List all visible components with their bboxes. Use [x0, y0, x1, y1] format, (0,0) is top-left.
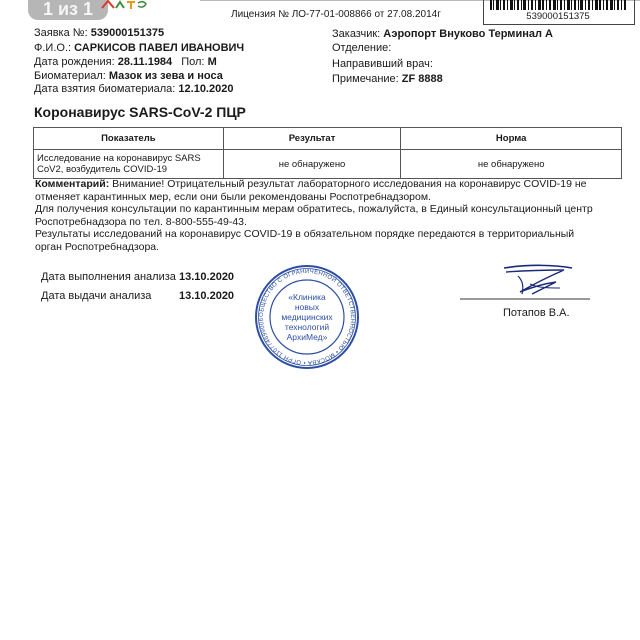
- customer-row: [332, 28, 553, 40]
- note-row: [332, 73, 443, 85]
- clinic-stamp: [254, 264, 360, 370]
- comment-line: Результаты исследований на коронавирус COVID-19 в обязательном порядке передаются в территориальный: [35, 228, 575, 241]
- dob-value: 28.11.1984: [117, 56, 173, 68]
- issued-date: 13.10.2020: [179, 290, 235, 302]
- comment-text: Внимание! Отрицательный результат лабораторного исследования на коронавирус COVID-19 не: [112, 178, 587, 190]
- note-value: ZF 8888: [401, 73, 443, 85]
- collection-row: [34, 83, 233, 95]
- test-title: Коронавирус SARS-CoV-2 ПЦР: [34, 104, 246, 120]
- completed-label: Дата выполнения анализа: [41, 271, 176, 283]
- comment-label: Комментарий:: [35, 178, 110, 190]
- collection-label: Дата взятия биоматериала:: [34, 83, 176, 95]
- stamp-text-line: медицинских: [281, 312, 333, 322]
- barcode: [490, 0, 626, 10]
- comment-line: Для получения консультации по карантинным мерам обратитесь, пожалуйста, в Единый консультационный центр: [35, 203, 593, 216]
- table-header-row: [34, 128, 622, 150]
- collection-value: 12.10.2020: [178, 83, 234, 95]
- result-cell: не обнаружено: [223, 150, 401, 179]
- note-label: Примечание:: [332, 73, 399, 85]
- biomaterial-label: Биоматериал:: [34, 70, 106, 82]
- table-row: [34, 150, 622, 179]
- stamp-text-line: новых: [294, 302, 320, 312]
- sex-value: М: [207, 56, 217, 68]
- order-number: 539000151375: [90, 27, 165, 39]
- customer-value: Аэропорт Внуково Терминал А: [383, 28, 553, 40]
- indicator-cell: Исследование на коронавирус SARS CoV2, возбудитель COVID-19: [34, 150, 224, 179]
- customer-label: Заказчик:: [332, 28, 381, 40]
- dob-row: [34, 56, 217, 68]
- sex-label: Пол:: [181, 56, 205, 68]
- column-header: Норма: [401, 128, 622, 150]
- clinic-logo-fragment: [100, 0, 148, 10]
- comment-line: Роспотребнадзора по тел. 8-800-555-49-43.: [35, 215, 247, 228]
- order-label: Заявка №:: [34, 27, 88, 39]
- license-text: Лицензия № ЛО-77-01-008866 от 27.08.2014г: [231, 9, 441, 20]
- name-label: Ф.И.О.:: [34, 42, 72, 54]
- biomaterial-row: [34, 70, 223, 82]
- name-row: [34, 42, 244, 54]
- doctor-signature: [460, 262, 590, 306]
- comments-block: [35, 178, 615, 254]
- biomaterial-value: Мазок из зева и носа: [108, 70, 223, 82]
- barcode-number: 539000151375: [526, 11, 590, 22]
- comment-line: [35, 178, 615, 191]
- comment-line: орган Роспотребнадзора.: [35, 240, 160, 253]
- stamp-text-line: АрхиМед»: [286, 332, 328, 342]
- stamp-text-line: «Клиника: [288, 292, 326, 302]
- stamp-ring-text: ОБЩЕСТВО С ОГРАНИЧЕННОЙ ОТВЕТСТВЕННОСТЬЮ • МОСКВА • ОГРН 110774699006: [258, 268, 356, 366]
- results-table: [33, 127, 622, 179]
- page-indicator-badge: 1 из 1: [28, 0, 108, 20]
- column-header: Результат: [223, 128, 401, 150]
- column-header: Показатель: [34, 128, 224, 150]
- comment-line: отменяет карантинных мер, если они были рекомендованы Роспотребнадзором.: [35, 190, 431, 203]
- patient-name: САРКИСОВ ПАВЕЛ ИВАНОВИЧ: [74, 42, 245, 54]
- stamp-text-line: технологий: [284, 322, 330, 332]
- doctor-label: Направивший врач:: [332, 58, 433, 70]
- department-label: Отделение:: [332, 42, 392, 54]
- completed-date: 13.10.2020: [179, 271, 235, 283]
- dob-label: Дата рождения:: [34, 56, 115, 68]
- doctor-name: Потапов В.А.: [503, 307, 570, 319]
- order-row: [34, 27, 164, 39]
- norm-cell: не обнаружено: [401, 150, 622, 179]
- issued-label: Дата выдачи анализа: [41, 290, 152, 302]
